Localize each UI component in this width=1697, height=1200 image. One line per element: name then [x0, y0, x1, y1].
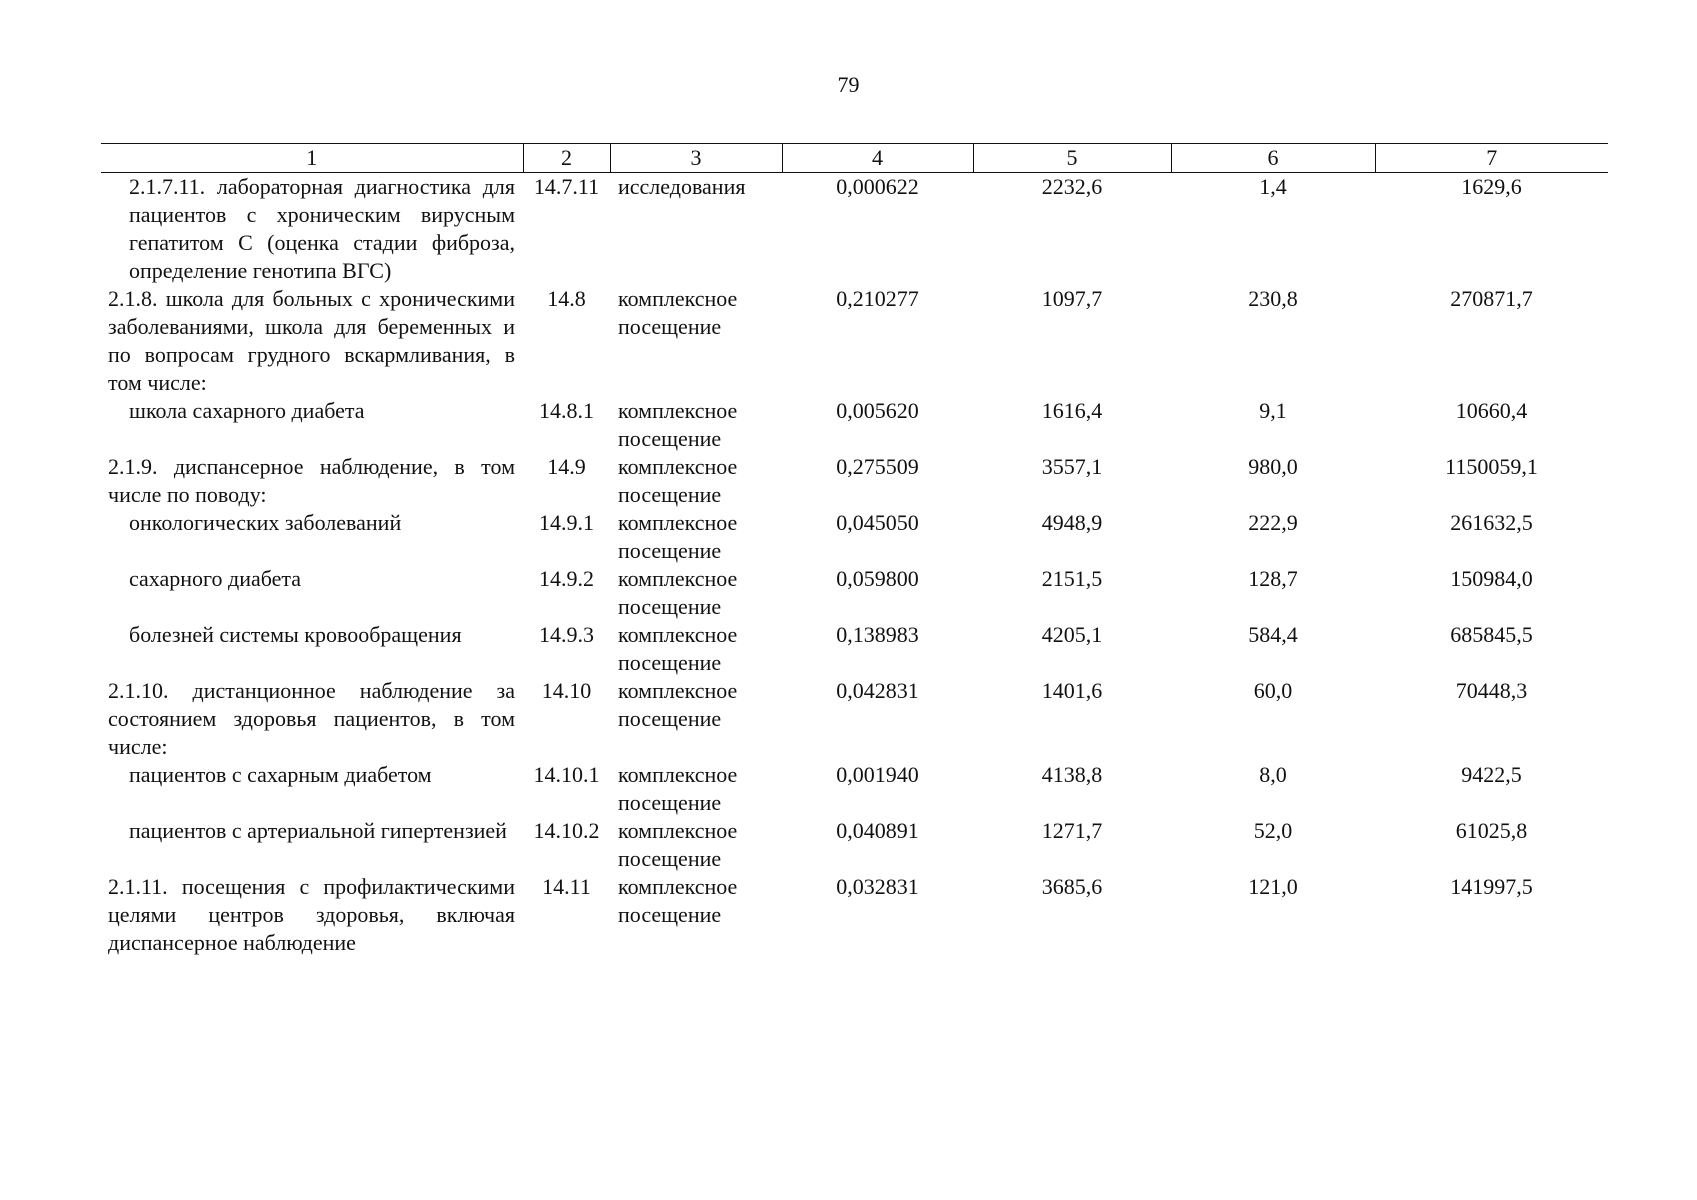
- row-value-col5: 1097,7: [1041, 286, 1103, 311]
- row-code: 14.9.1: [539, 510, 594, 535]
- row-description: 2.1.11. посещения с профилактическими целями центров здоровья, включая диспансерное наблюдение: [108, 874, 515, 955]
- row-code: 14.9: [547, 454, 586, 479]
- row-description: 2.1.9. диспансерное наблюдение, в том числе по поводу:: [108, 454, 515, 507]
- data-table: [101, 143, 1608, 957]
- row-value-col5: 3557,1: [1041, 454, 1103, 479]
- row-value-col6: 222,9: [1248, 510, 1298, 535]
- row-description: болезней системы кровообращения: [129, 622, 462, 647]
- row-unit: комплексное посещение: [618, 510, 738, 563]
- row-description: онкологических заболеваний: [129, 510, 402, 535]
- column-header: 4: [782, 144, 973, 173]
- row-value-col5: 1271,7: [1041, 818, 1103, 843]
- row-value-col7: 1629,6: [1461, 174, 1522, 199]
- column-header: 6: [1171, 144, 1375, 173]
- row-unit: комплексное посещение: [618, 762, 738, 815]
- row-value-col5: 1401,6: [1041, 678, 1103, 703]
- row-value-col7: 261632,5: [1450, 510, 1533, 535]
- row-code: 14.10: [541, 678, 592, 703]
- row-value-col5: 4138,8: [1041, 762, 1103, 787]
- row-value-col5: 1616,4: [1041, 398, 1103, 423]
- row-unit: исследования: [618, 174, 746, 199]
- row-unit: комплексное посещение: [618, 398, 738, 451]
- row-unit: комплексное посещение: [618, 622, 738, 675]
- table-row: [101, 677, 1608, 761]
- row-code: 14.7.11: [533, 174, 600, 199]
- column-header: 5: [973, 144, 1171, 173]
- row-description: сахарного диабета: [129, 566, 302, 591]
- row-value-col6: 980,0: [1248, 454, 1298, 479]
- column-header: 7: [1375, 144, 1608, 173]
- row-value-col7: 270871,7: [1450, 286, 1533, 311]
- row-value-col4: 0,040891: [836, 818, 919, 843]
- row-value-col4: 0,005620: [836, 398, 919, 423]
- row-value-col6: 60,0: [1253, 678, 1293, 703]
- row-value-col5: 2232,6: [1041, 174, 1103, 199]
- table-row: [101, 817, 1608, 873]
- row-value-col4: 0,001940: [836, 762, 919, 787]
- row-value-col7: 1150059,1: [1445, 454, 1538, 479]
- row-code: 14.9.3: [539, 622, 594, 647]
- row-code: 14.9.2: [539, 566, 594, 591]
- row-value-col6: 8,0: [1259, 762, 1287, 787]
- row-description: пациентов с артериальной гипертензией: [129, 818, 507, 843]
- row-description: 2.1.7.11. лабораторная диагностика для пациентов с хроническим вирусным гепатитом С (оценка стадии фиброза, определение генотипа ВГС): [129, 174, 515, 283]
- row-value-col4: 0,045050: [836, 510, 919, 535]
- row-value-col7: 685845,5: [1450, 622, 1533, 647]
- row-unit: комплексное посещение: [618, 678, 738, 731]
- row-description: 2.1.8. школа для больных с хроническими заболеваниями, школа для беременных и по вопросам грудного вскармливания, в том числе:: [108, 286, 515, 395]
- table-row: [101, 621, 1608, 677]
- table-row: [101, 761, 1608, 817]
- row-value-col6: 230,8: [1248, 286, 1298, 311]
- row-value-col4: 0,000622: [836, 174, 919, 199]
- row-value-col6: 584,4: [1248, 622, 1298, 647]
- row-description: пациентов с сахарным диабетом: [129, 762, 432, 787]
- row-value-col4: 0,275509: [836, 454, 919, 479]
- row-value-col4: 0,032831: [836, 874, 919, 899]
- table-body: [101, 173, 1608, 958]
- row-value-col7: 150984,0: [1450, 566, 1533, 591]
- row-value-col5: 4205,1: [1041, 622, 1103, 647]
- row-unit: комплексное посещение: [618, 566, 738, 619]
- page-number: 79: [837, 72, 860, 97]
- row-value-col5: 2151,5: [1041, 566, 1103, 591]
- row-value-col7: 141997,5: [1450, 874, 1533, 899]
- row-value-col6: 9,1: [1259, 398, 1287, 423]
- column-header: 1: [101, 144, 523, 173]
- table-row: [101, 509, 1608, 565]
- row-code: 14.8.1: [539, 398, 594, 423]
- row-code: 14.10.2: [533, 818, 600, 843]
- row-unit: комплексное посещение: [618, 818, 738, 871]
- row-value-col6: 1,4: [1259, 174, 1287, 199]
- row-unit: комплексное посещение: [618, 286, 738, 339]
- row-value-col7: 70448,3: [1455, 678, 1528, 703]
- row-value-col6: 52,0: [1253, 818, 1293, 843]
- row-value-col4: 0,059800: [836, 566, 919, 591]
- column-header: 3: [610, 144, 782, 173]
- row-unit: комплексное посещение: [618, 874, 738, 927]
- table-row: [101, 873, 1608, 957]
- row-value-col4: 0,042831: [836, 678, 919, 703]
- row-value-col5: 4948,9: [1041, 510, 1103, 535]
- row-description: 2.1.10. дистанционное наблюдение за состоянием здоровья пациентов, в том числе:: [108, 678, 515, 759]
- row-value-col6: 128,7: [1248, 566, 1298, 591]
- row-unit: комплексное посещение: [618, 454, 738, 507]
- column-header: 2: [523, 144, 610, 173]
- row-value-col4: 0,138983: [836, 622, 919, 647]
- row-description: школа сахарного диабета: [129, 398, 365, 423]
- row-value-col7: 61025,8: [1455, 818, 1528, 843]
- row-value-col6: 121,0: [1248, 874, 1298, 899]
- table-row: [101, 397, 1608, 453]
- row-value-col7: 9422,5: [1461, 762, 1522, 787]
- table-row: [101, 453, 1608, 509]
- header-row: [101, 144, 1608, 173]
- row-value-col4: 0,210277: [836, 286, 919, 311]
- row-value-col5: 3685,6: [1041, 874, 1103, 899]
- row-code: 14.11: [542, 874, 591, 899]
- row-code: 14.8: [547, 286, 586, 311]
- table-row: [101, 173, 1608, 286]
- row-value-col7: 10660,4: [1455, 398, 1528, 423]
- table-header: [101, 144, 1608, 173]
- row-code: 14.10.1: [533, 762, 600, 787]
- table-row: [101, 285, 1608, 397]
- table-row: [101, 565, 1608, 621]
